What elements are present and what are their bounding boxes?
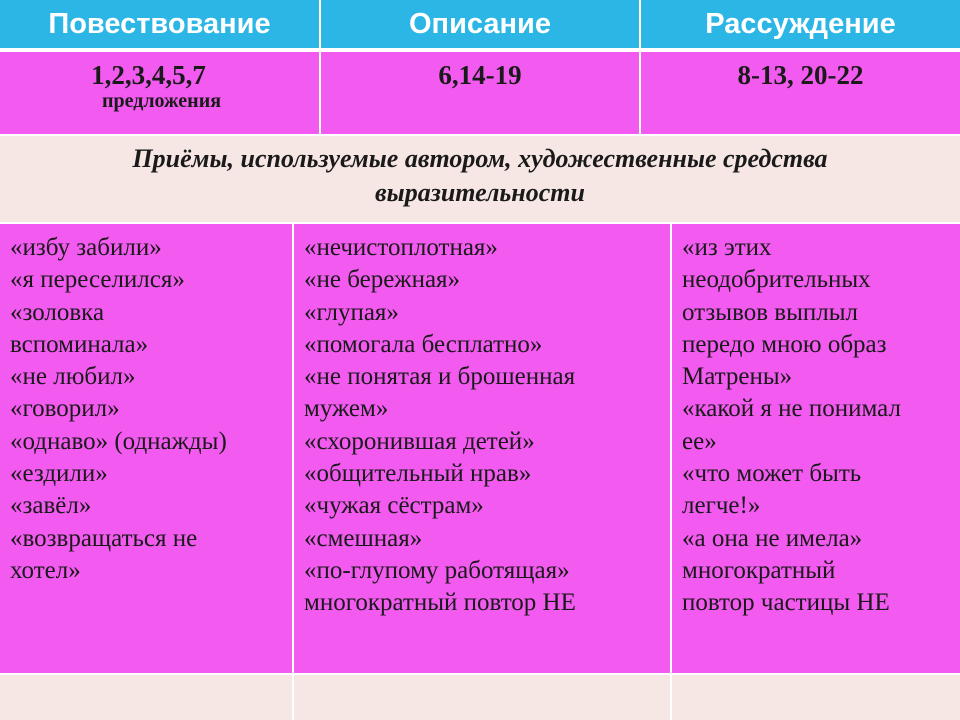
example-line: передо мною образ: [682, 330, 887, 358]
example-line: «общительный нрав»: [304, 460, 532, 488]
description-sentences: 6,14-19: [438, 60, 522, 90]
example-line: многократный повтор НЕ: [304, 589, 576, 617]
example-line: «возвращаться не: [10, 524, 198, 552]
example-line: «я переселился»: [10, 266, 185, 294]
example-line: «золовка: [10, 298, 105, 326]
example-line: ее»: [682, 427, 717, 455]
example-line: вспоминала»: [10, 330, 149, 358]
header-description: Описание: [321, 0, 639, 50]
example-line: «избу забили»: [10, 234, 162, 261]
example-line: «однаво» (однажды): [10, 427, 227, 455]
footer-cell-description: [294, 675, 670, 720]
description-examples: [294, 224, 670, 673]
narration-sentences-note: предложения: [101, 90, 222, 112]
example-line: «а она не имела»: [682, 524, 863, 552]
footer-cell-narration: [0, 675, 292, 720]
description-sentences-cell: [321, 52, 639, 134]
example-line: «схоронившая детей»: [304, 427, 535, 455]
techniques-title-line1: Приёмы, используемые автором, художественные средства: [132, 144, 828, 173]
narration-sentences-cell: [0, 52, 319, 134]
example-line: многократный: [682, 556, 836, 584]
reasoning-sentences: 8-13, 20-22: [737, 60, 864, 90]
header-reasoning: Рассуждение: [641, 0, 960, 50]
example-line: Матрены»: [682, 363, 793, 391]
header-narration: Повествование: [0, 0, 319, 50]
example-line: неодобрительных: [682, 266, 871, 294]
reasoning-examples: [672, 224, 960, 673]
example-line: «не понятая и брошенная: [304, 363, 576, 391]
example-line: «говорил»: [10, 395, 120, 423]
example-line: «глупая»: [304, 298, 399, 326]
reasoning-sentences-cell: [641, 52, 960, 134]
example-line: «какой я не понимал: [682, 395, 901, 423]
footer-cell-reasoning: [672, 675, 960, 720]
example-line: «ездили»: [10, 460, 108, 488]
example-line: «нечистоплотная»: [304, 234, 498, 261]
example-line: «из этих: [682, 234, 772, 261]
example-line: «завёл»: [10, 492, 92, 520]
example-line: мужем»: [304, 395, 389, 423]
example-line: «помогала бесплатно»: [304, 330, 543, 358]
techniques-title: [0, 136, 960, 222]
example-line: «чужая сёстрам»: [304, 492, 484, 520]
narration-sentences: 1,2,3,4,5,7: [91, 60, 206, 90]
example-line: отзывов выплыл: [682, 298, 858, 326]
example-line: «что может быть: [682, 460, 862, 488]
example-line: хотел»: [10, 556, 81, 584]
narration-examples: [0, 224, 292, 673]
example-line: «смешная»: [304, 524, 423, 552]
example-line: «не бережная»: [304, 266, 461, 294]
example-line: «не любил»: [10, 363, 136, 391]
example-line: «по-глупому работящая»: [304, 556, 570, 584]
example-line: повтор частицы НЕ: [682, 589, 890, 617]
example-line: легче!»: [682, 492, 761, 520]
techniques-title-line2: выразительности: [375, 178, 585, 207]
